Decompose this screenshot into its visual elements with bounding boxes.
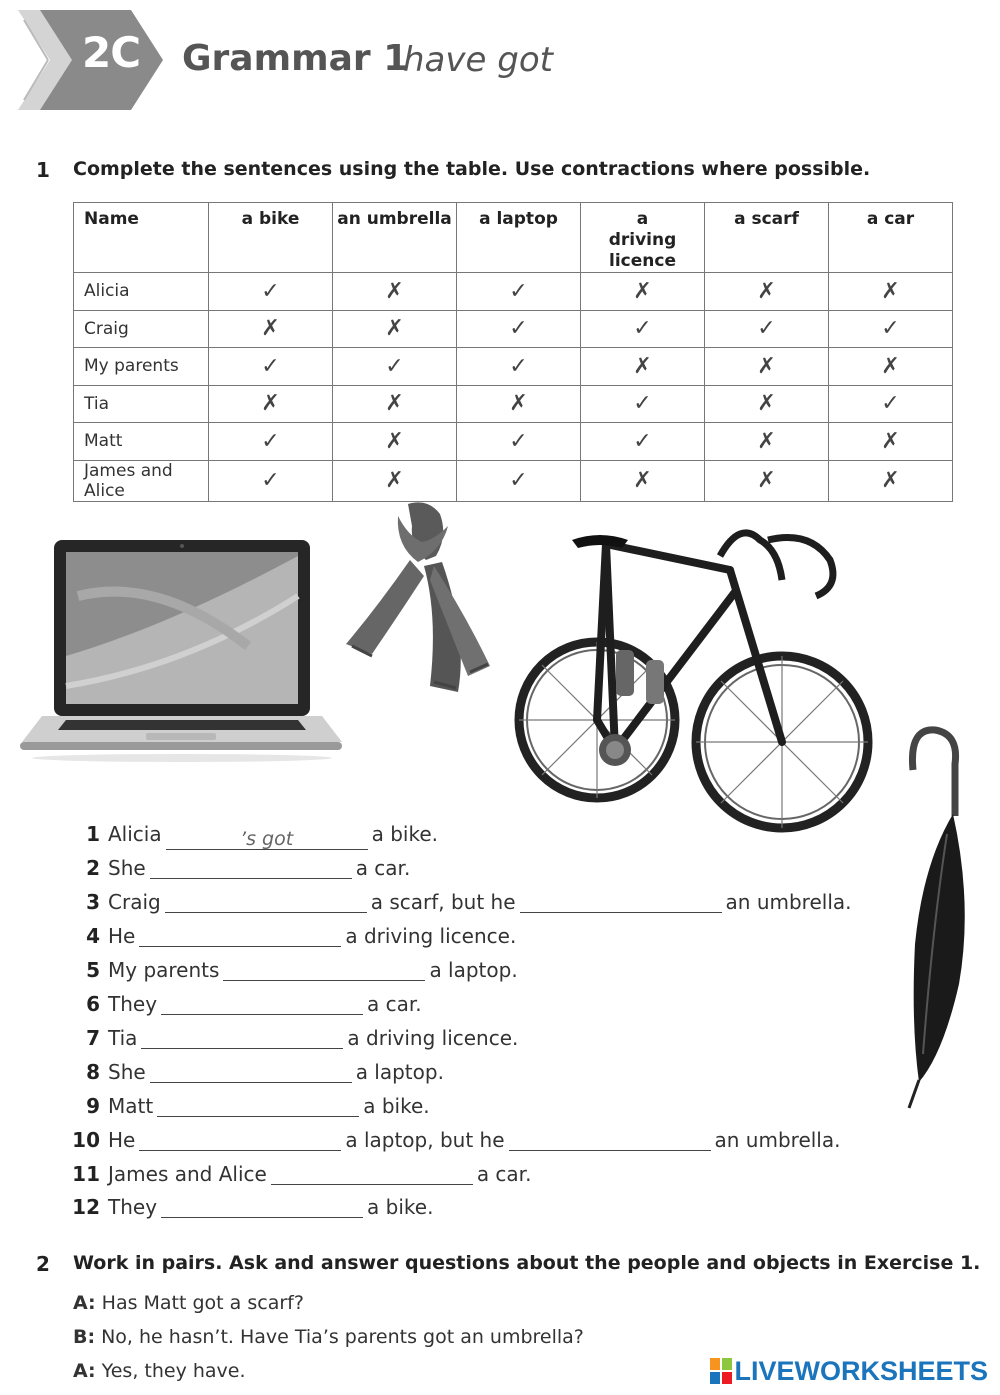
sentence-text: Tia bbox=[108, 1026, 138, 1050]
sentence-item bbox=[66, 1162, 826, 1192]
tick-mark: ✓ bbox=[581, 310, 705, 348]
logo-icon bbox=[710, 1358, 734, 1384]
sentence-item bbox=[66, 958, 826, 988]
sentence-text: a bike. bbox=[371, 822, 439, 846]
table-row bbox=[74, 385, 953, 423]
tick-mark: ✓ bbox=[829, 385, 953, 423]
answer-blank[interactable] bbox=[141, 1027, 343, 1049]
table-header: Name bbox=[74, 203, 209, 273]
tick-mark: ✓ bbox=[457, 348, 581, 386]
table-row bbox=[74, 423, 953, 461]
cross-mark: ✗ bbox=[333, 385, 457, 423]
table-header: a scarf bbox=[705, 203, 829, 273]
sentence-number: 6 bbox=[86, 992, 100, 1016]
speaker-label: A: bbox=[73, 1360, 96, 1382]
sentence-text: My parents bbox=[108, 958, 220, 982]
cross-mark: ✗ bbox=[705, 423, 829, 461]
sentence-text: He bbox=[108, 924, 136, 948]
cross-mark: ✗ bbox=[829, 348, 953, 386]
cross-mark: ✗ bbox=[209, 385, 333, 423]
sentence-number: 2 bbox=[86, 856, 100, 880]
sentence-text: an umbrella. bbox=[714, 1128, 841, 1152]
tick-mark: ✓ bbox=[209, 423, 333, 461]
cross-mark: ✗ bbox=[705, 460, 829, 501]
table-row bbox=[74, 460, 953, 501]
sentence-text: a bike. bbox=[367, 1195, 434, 1219]
answer-blank[interactable] bbox=[150, 857, 352, 879]
liveworksheets-logo bbox=[710, 1356, 988, 1386]
dialogue-text: Yes, they have. bbox=[101, 1360, 246, 1382]
sentence-number: 10 bbox=[72, 1128, 100, 1152]
sentence-text: a car. bbox=[476, 1162, 532, 1186]
sentence-text: She bbox=[108, 1060, 146, 1084]
tick-mark: ✓ bbox=[333, 348, 457, 386]
table-header: a laptop bbox=[457, 203, 581, 273]
exercise-2-number: 2 bbox=[36, 1252, 50, 1276]
tick-mark: ✓ bbox=[457, 423, 581, 461]
speaker-label: A: bbox=[73, 1292, 96, 1314]
table-row bbox=[74, 348, 953, 386]
table-header: a driving licence bbox=[581, 203, 705, 273]
exercise-1-number: 1 bbox=[36, 158, 50, 182]
sentence-text: a car. bbox=[367, 992, 422, 1016]
answer-blank[interactable] bbox=[161, 993, 363, 1015]
cross-mark: ✗ bbox=[705, 273, 829, 311]
tick-mark: ✓ bbox=[581, 423, 705, 461]
sentence-text: Alicia bbox=[108, 822, 162, 846]
sentence-text: a bike. bbox=[363, 1094, 430, 1118]
laptop-image bbox=[18, 536, 344, 766]
cross-mark: ✗ bbox=[333, 460, 457, 501]
sentence-text: an umbrella. bbox=[725, 890, 852, 914]
answer-blank[interactable] bbox=[139, 1129, 341, 1151]
sentence-item bbox=[66, 1128, 841, 1158]
unit-topic: have got bbox=[403, 40, 553, 80]
sentence-text: Matt bbox=[108, 1094, 154, 1118]
exercise-1-instruction: Complete the sentences using the table. Use contractions where possible. bbox=[73, 158, 871, 180]
sentence-text: They bbox=[108, 992, 158, 1016]
umbrella-image bbox=[893, 724, 973, 1110]
tick-mark: ✓ bbox=[829, 310, 953, 348]
sentence-item bbox=[66, 1094, 826, 1124]
cross-mark: ✗ bbox=[581, 348, 705, 386]
answer-blank[interactable]: ’s got bbox=[166, 828, 368, 850]
sentence-number: 8 bbox=[86, 1060, 100, 1084]
bicycle-image bbox=[510, 500, 882, 845]
sentence-text: a scarf, but he bbox=[370, 890, 516, 914]
table-header: an umbrella bbox=[333, 203, 457, 273]
tick-mark: ✓ bbox=[457, 460, 581, 501]
sentence-text: a driving licence. bbox=[347, 1026, 519, 1050]
cross-mark: ✗ bbox=[457, 385, 581, 423]
table-header: a car bbox=[829, 203, 953, 273]
sentence-number: 5 bbox=[86, 958, 100, 982]
table-row bbox=[74, 310, 953, 348]
sentence-number: 9 bbox=[86, 1094, 100, 1118]
tick-mark: ✓ bbox=[705, 310, 829, 348]
cross-mark: ✗ bbox=[705, 385, 829, 423]
sentence-text: a driving licence. bbox=[345, 924, 517, 948]
sentence-item bbox=[66, 856, 826, 886]
cross-mark: ✗ bbox=[581, 273, 705, 311]
cross-mark: ✗ bbox=[829, 423, 953, 461]
person-name: Tia bbox=[74, 385, 209, 423]
cross-mark: ✗ bbox=[829, 460, 953, 501]
sentence-number: 3 bbox=[86, 890, 100, 914]
sentence-number: 1 bbox=[86, 822, 100, 846]
answer-blank[interactable] bbox=[223, 959, 425, 981]
tick-mark: ✓ bbox=[209, 460, 333, 501]
cross-mark: ✗ bbox=[705, 348, 829, 386]
table-header-row bbox=[74, 203, 953, 273]
exercise-2-instruction: Work in pairs. Ask and answer questions about the people and objects in Exercise 1. bbox=[73, 1252, 981, 1274]
sentence-item bbox=[66, 1060, 826, 1090]
dialogue-text: Has Matt got a scarf? bbox=[101, 1292, 304, 1314]
unit-title: Grammar 1 bbox=[182, 38, 409, 79]
cross-mark: ✗ bbox=[333, 273, 457, 311]
sentence-text: a laptop. bbox=[429, 958, 518, 982]
cross-mark: ✗ bbox=[829, 273, 953, 311]
answer-blank[interactable] bbox=[139, 925, 341, 947]
dialogue-line bbox=[73, 1292, 304, 1314]
sentence-item bbox=[66, 822, 826, 852]
answer-blank[interactable] bbox=[157, 1095, 359, 1117]
sentence-text: James and Alice bbox=[108, 1162, 267, 1186]
sentence-item bbox=[66, 1026, 826, 1056]
sentence-item bbox=[66, 1195, 826, 1225]
table-row bbox=[74, 273, 953, 311]
sentence-text: He bbox=[108, 1128, 136, 1152]
dialogue-line bbox=[73, 1326, 584, 1348]
logo-text: LIVEWORKSHEETS bbox=[734, 1355, 988, 1386]
answer-blank[interactable] bbox=[509, 1129, 711, 1151]
sentence-text: a car. bbox=[355, 856, 411, 880]
answer-blank[interactable] bbox=[161, 1196, 363, 1218]
table-header: a bike bbox=[209, 203, 333, 273]
possession-table bbox=[73, 202, 953, 502]
answer-blank[interactable] bbox=[271, 1163, 473, 1185]
person-name: Alicia bbox=[74, 273, 209, 311]
dialogue-text: No, he hasn’t. Have Tia’s parents got an umbrella? bbox=[101, 1326, 584, 1348]
scarf-image bbox=[338, 496, 498, 701]
sentence-text: She bbox=[108, 856, 146, 880]
tick-mark: ✓ bbox=[581, 385, 705, 423]
sentence-text: They bbox=[108, 1195, 158, 1219]
sentence-text: a laptop, but he bbox=[345, 1128, 505, 1152]
sentence-item bbox=[66, 992, 826, 1022]
person-name: James and Alice bbox=[74, 460, 209, 501]
tick-mark: ✓ bbox=[209, 348, 333, 386]
unit-code: 2C bbox=[82, 28, 141, 77]
sentence-text: a laptop. bbox=[355, 1060, 444, 1084]
sentence-number: 11 bbox=[72, 1162, 100, 1186]
answer-blank[interactable] bbox=[150, 1061, 352, 1083]
sentence-number: 4 bbox=[86, 924, 100, 948]
person-name: Matt bbox=[74, 423, 209, 461]
sentence-text: Craig bbox=[108, 890, 161, 914]
person-name: Craig bbox=[74, 310, 209, 348]
cross-mark: ✗ bbox=[581, 460, 705, 501]
answer-blank[interactable] bbox=[520, 891, 722, 913]
sentence-item bbox=[66, 890, 852, 920]
person-name: My parents bbox=[74, 348, 209, 386]
sentence-item bbox=[66, 924, 826, 954]
tick-mark: ✓ bbox=[209, 273, 333, 311]
sentence-number: 12 bbox=[72, 1195, 100, 1219]
cross-mark: ✗ bbox=[333, 423, 457, 461]
speaker-label: B: bbox=[73, 1326, 96, 1348]
cross-mark: ✗ bbox=[333, 310, 457, 348]
answer-blank[interactable] bbox=[165, 891, 367, 913]
dialogue-line bbox=[73, 1360, 246, 1382]
cross-mark: ✗ bbox=[209, 310, 333, 348]
tick-mark: ✓ bbox=[457, 310, 581, 348]
sentence-number: 7 bbox=[86, 1026, 100, 1050]
tick-mark: ✓ bbox=[457, 273, 581, 311]
